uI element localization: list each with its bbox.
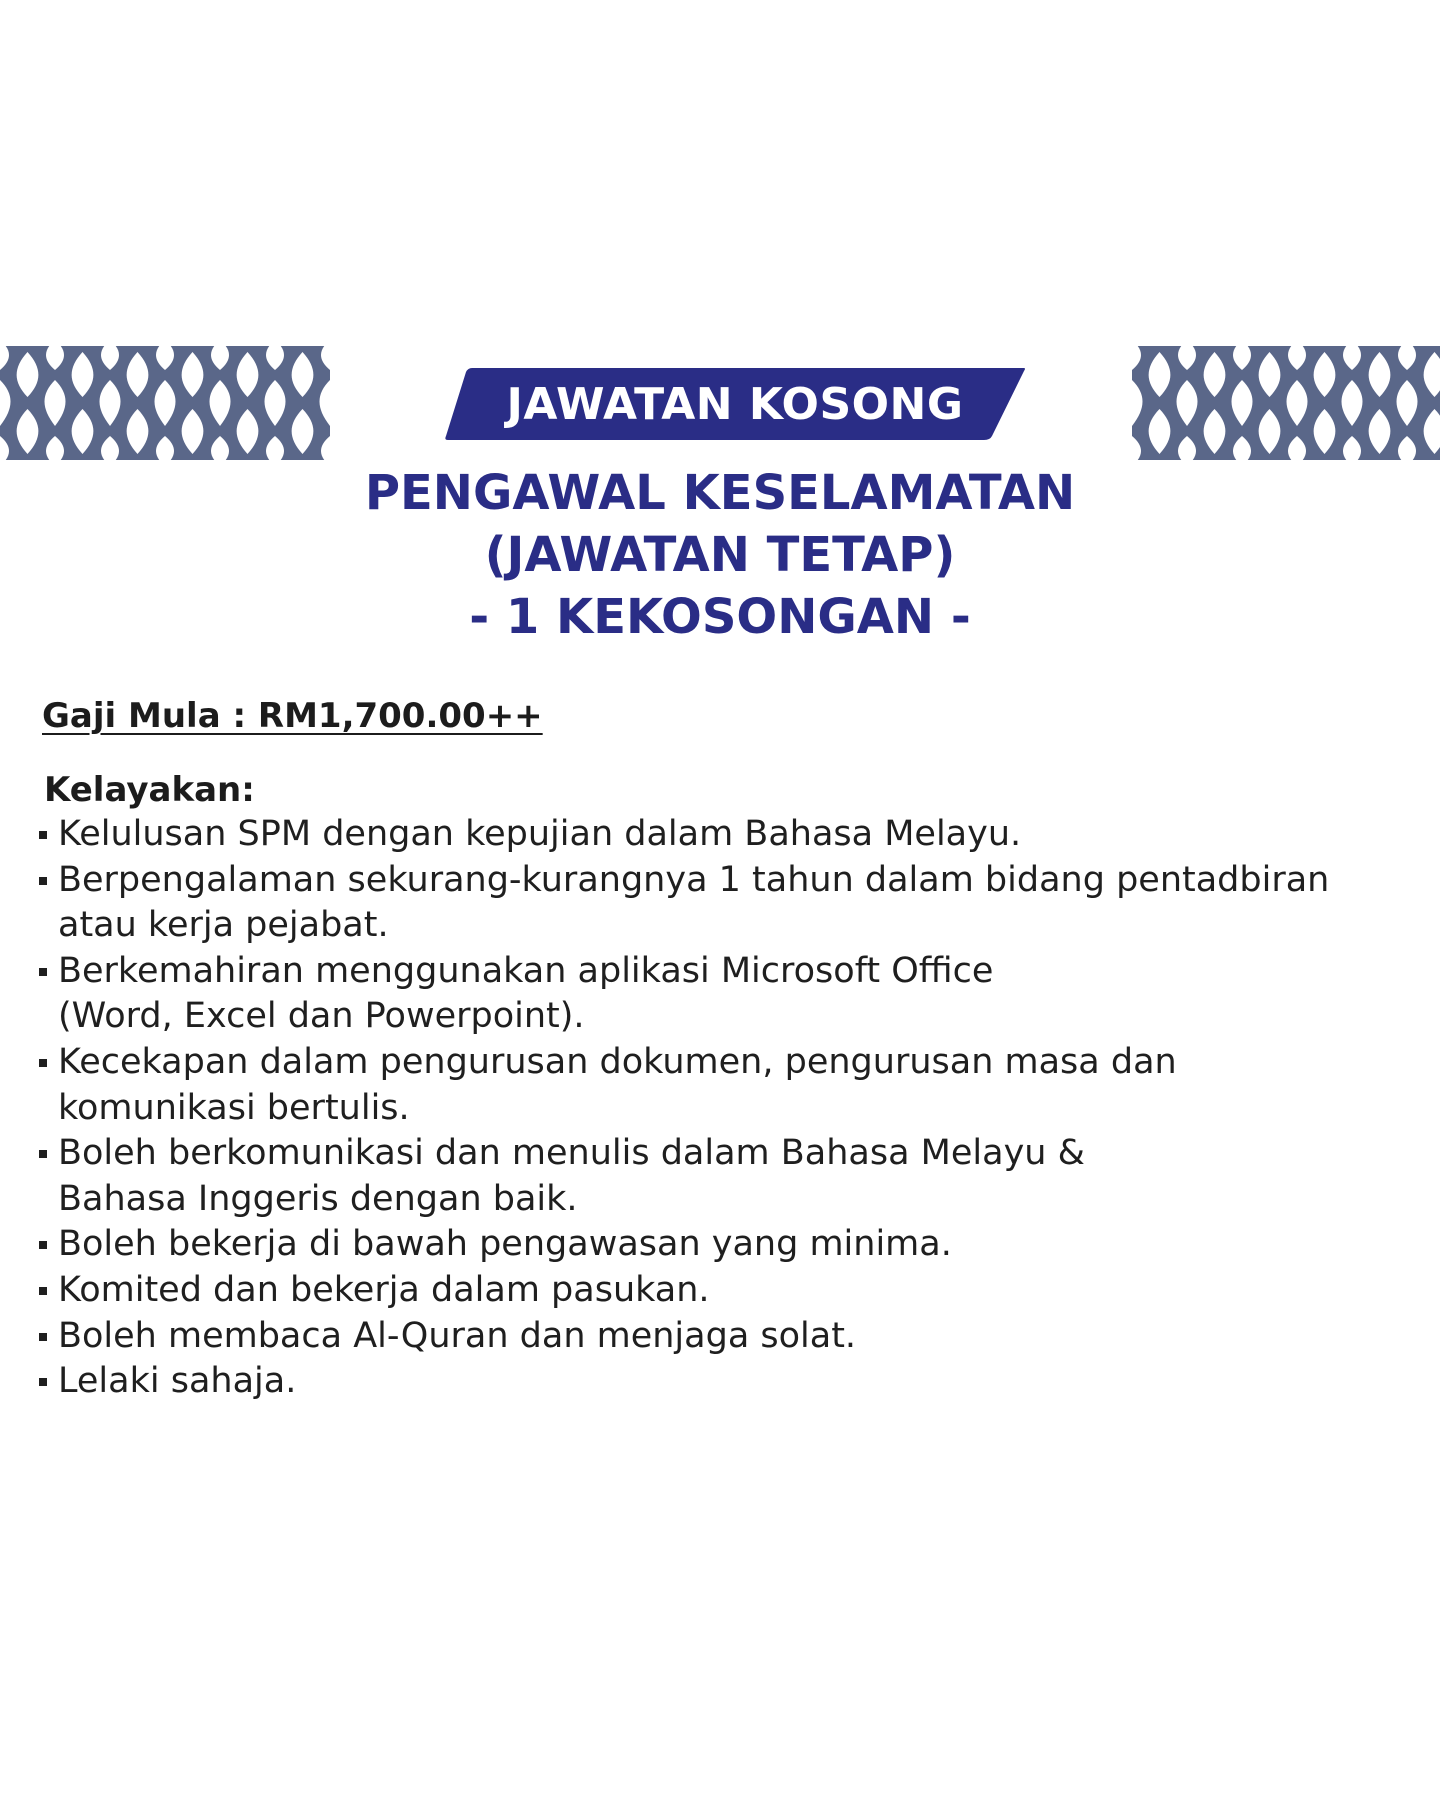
banner-label: JAWATAN KOSONG	[506, 378, 964, 430]
starting-salary: Gaji Mula : RM1,700.00++	[42, 696, 543, 736]
bullet-icon	[39, 1287, 47, 1295]
list-item	[36, 949, 1416, 1040]
bullet-icon	[39, 1378, 47, 1386]
qualifications-list	[36, 812, 1416, 1405]
decorative-pattern-left	[0, 346, 330, 460]
vacancy-banner	[444, 368, 1026, 440]
list-item-text: Berkemahiran menggunakan aplikasi Microsoft Office	[58, 950, 994, 991]
list-item	[36, 1131, 1416, 1222]
bullet-icon	[39, 1150, 47, 1158]
list-item-text: Boleh bekerja di bawah pengawasan yang minima.	[58, 1224, 952, 1265]
list-item	[36, 858, 1416, 949]
job-title-line: PENGAWAL KESELAMATAN	[364, 465, 1076, 521]
job-title-line: - 1 KEKOSONGAN -	[469, 589, 971, 645]
list-item-text: (Word, Excel dan Powerpoint).	[58, 996, 585, 1037]
job-title	[0, 462, 1440, 648]
list-item-text: Kecekapan dalam pengurusan dokumen, pengurusan masa dan	[58, 1041, 1177, 1082]
bullet-icon	[39, 831, 47, 839]
bullet-icon	[39, 877, 47, 885]
bullet-icon	[39, 1059, 47, 1067]
list-item-text: Berpengalaman sekurang-kurangnya 1 tahun dalam bidang pentadbiran	[58, 859, 1330, 900]
list-item-text: Komited dan bekerja dalam pasukan.	[58, 1269, 710, 1310]
list-item	[36, 1222, 1416, 1268]
list-item	[36, 1040, 1416, 1131]
list-item-text: Bahasa Inggeris dengan baik.	[58, 1178, 578, 1219]
bullet-icon	[39, 1333, 47, 1341]
bullet-icon	[39, 1241, 47, 1249]
list-item-text: Boleh berkomunikasi dan menulis dalam Bahasa Melayu &	[58, 1133, 1085, 1174]
list-item-text: atau kerja pejabat.	[58, 905, 389, 946]
list-item-text: Boleh membaca Al-Quran dan menjaga solat.	[58, 1315, 857, 1356]
bullet-icon	[39, 968, 47, 976]
decorative-pattern-right	[1132, 346, 1440, 460]
job-title-line: (JAWATAN TETAP)	[484, 527, 956, 583]
list-item-text: komunikasi bertulis.	[58, 1087, 410, 1128]
list-item	[36, 812, 1416, 858]
list-item	[36, 1359, 1416, 1405]
qualifications-heading: Kelayakan:	[44, 770, 255, 810]
list-item-text: Lelaki sahaja.	[58, 1361, 297, 1402]
list-item-text: Kelulusan SPM dengan kepujian dalam Bahasa Melayu.	[58, 814, 1022, 854]
list-item	[36, 1268, 1416, 1314]
list-item	[36, 1314, 1416, 1360]
